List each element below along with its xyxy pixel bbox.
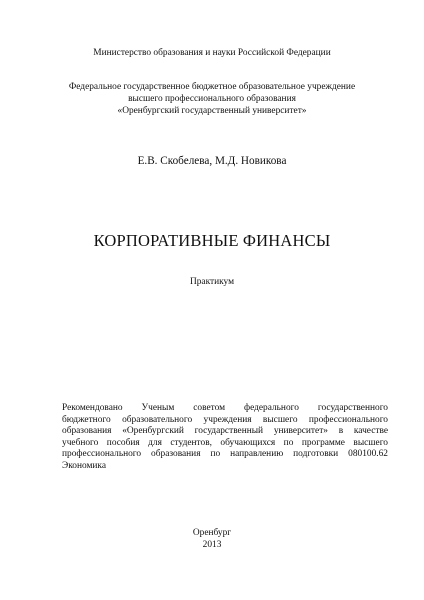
institution-line-1: Федеральное государственное бюджетное образовательное учреждение — [68, 82, 356, 92]
recommendation-line-5: профессионального образования по направлению подготовки 080100.62 — [62, 449, 388, 460]
book-title: КОРПОРАТИВНЫЕ ФИНАНСЫ — [93, 231, 331, 250]
recommendation-line-2: бюджетного образовательного учреждения высшего профессионального — [62, 414, 388, 425]
recommendation-line-6: Экономика — [62, 460, 107, 471]
book-subtitle: Практикум — [189, 277, 235, 287]
recommendation-block — [62, 403, 388, 473]
recommendation-line-4: учебного пособия для студентов, обучающихся по программе высшего — [62, 437, 388, 448]
publication-year: 2013 — [202, 540, 222, 550]
institution-line-3: «Оренбургский государственный университет» — [117, 106, 307, 116]
institution-line-2: высшего профессионального образования — [128, 94, 296, 104]
recommendation-line-3: образования «Оренбургский государственный университет» в качестве — [62, 426, 388, 437]
ministry-heading: Министерство образования и науки Российской Федерации — [93, 48, 331, 58]
publication-city: Оренбург — [192, 528, 232, 538]
recommendation-line-1: Рекомендовано Ученым советом федерального государственного — [62, 403, 388, 413]
authors: Е.В. Скобелева, М.Д. Новикова — [137, 155, 287, 167]
